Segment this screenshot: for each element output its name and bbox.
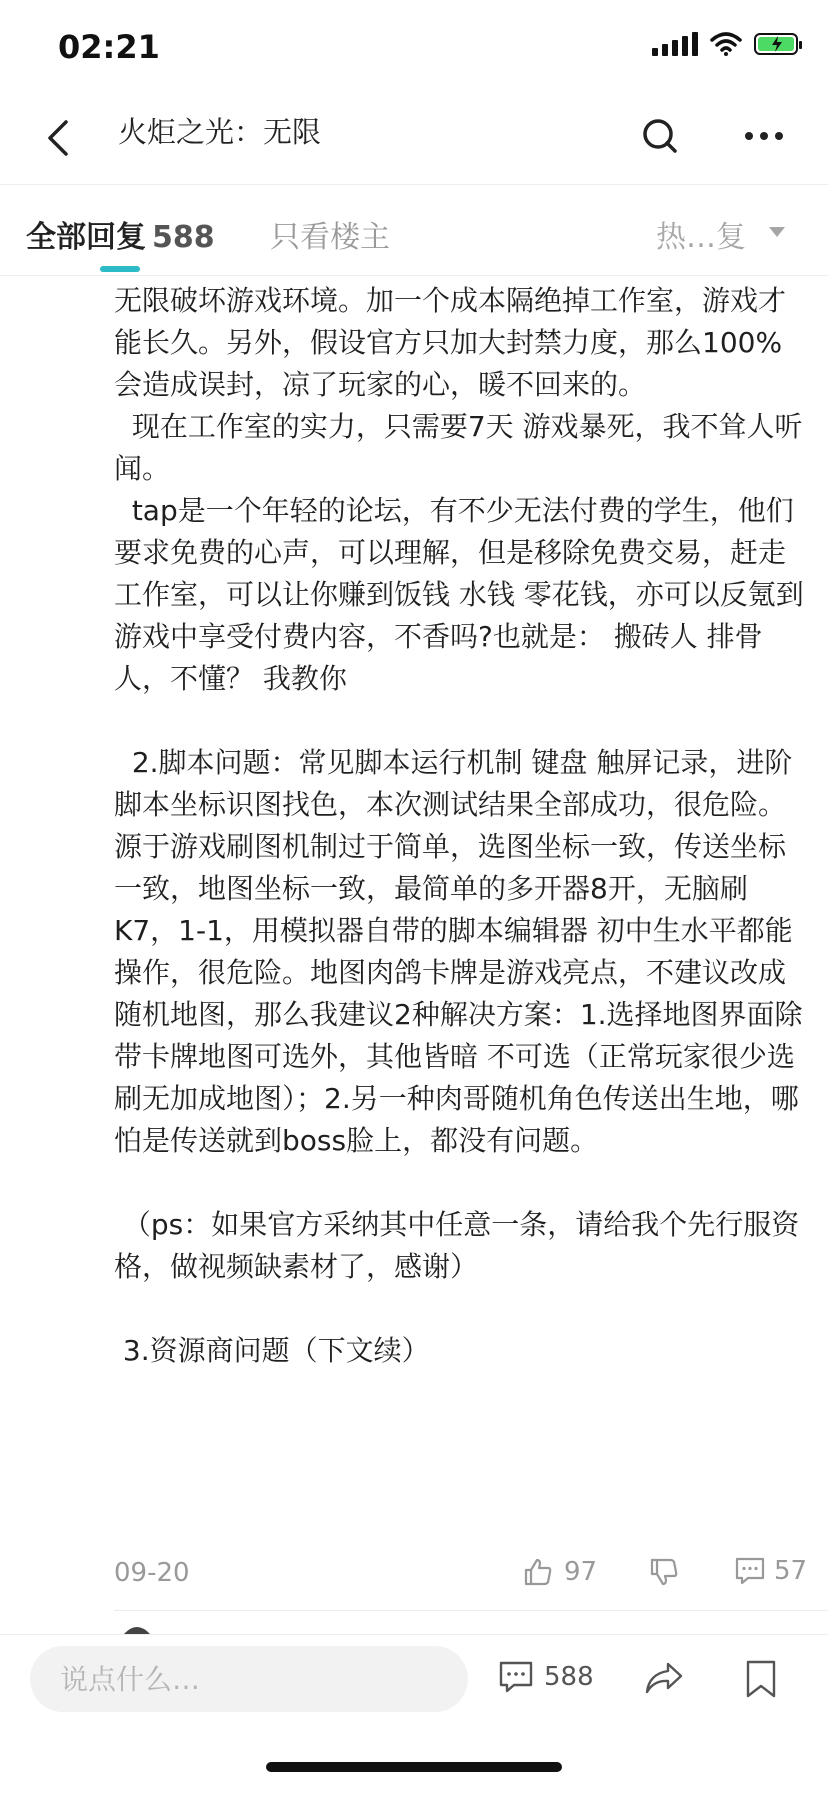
like-count: 97 [564, 1557, 598, 1587]
post-paragraph: 现在工作室的实力，只需要7天 游戏暴死，我不耸人听闻。 [114, 410, 803, 485]
avatar [122, 1624, 152, 1634]
reply-count: 588 [152, 220, 215, 255]
caret-down-icon[interactable] [768, 226, 786, 238]
status-icons [652, 32, 798, 56]
comment-count: 57 [774, 1556, 808, 1586]
tab-op-only[interactable]: 只看楼主 [270, 220, 390, 255]
post-paragraph: 3.资源商问题（下文续） [114, 1334, 430, 1367]
more-options-icon[interactable] [744, 126, 784, 146]
comment-button[interactable] [734, 1556, 807, 1586]
post-date: 09-20 [114, 1558, 190, 1588]
like-button[interactable] [522, 1556, 597, 1588]
comment-icon [498, 1660, 534, 1694]
back-arrow-icon[interactable] [40, 118, 80, 158]
tab-all-replies-label: 全部回复 [26, 220, 146, 255]
post-paragraph: 2.脚本问题：常见脚本运行机制 键盘 触屏记录，进阶脚本坐标识图找色，本次测试结果全部成功，很危险。源于游戏刷图机制过于简单，选图坐标一致，传送坐标一致，地图坐标一致，最简单的多开器8开，无脑刷K7，1-1，用模拟器自带的脚本编辑器 初中生水平都能操作，很危险。地图肉鸽卡牌是游戏亮点，不建议改成随机地图，那么我建议2种解决方案：1.选择地图界面除带卡牌地图可选外，其他皆暗 不可选（正常玩家很少选刷无加成地图）；2.另一种肉哥随机角色传送出生地，哪怕是传送就到boss脸上，都没有问题。 [114, 746, 803, 1157]
share-icon[interactable] [644, 1660, 684, 1696]
thumbs-down-icon[interactable] [648, 1556, 680, 1588]
sort-dropdown[interactable]: 热…复 [656, 220, 746, 255]
tab-all-replies[interactable] [26, 212, 215, 256]
active-tab-indicator [100, 266, 140, 272]
post-paragraph: 无限破坏游戏环境。加一个成本隔绝掉工作室，游戏才能长久。另外，假设官方只加大封禁力度，那么100%会造成误封，凉了玩家的心，暖不回来的。 [114, 284, 787, 401]
post-content [114, 280, 804, 1372]
page-title: 火炬之光：无限 [118, 115, 322, 149]
cellular-signal-icon [652, 32, 698, 56]
status-time: 02:21 [58, 28, 160, 66]
comment-input[interactable] [30, 1646, 468, 1712]
comment-icon [734, 1556, 766, 1586]
post-divider [114, 1610, 828, 1611]
post-paragraph: （ps：如果官方采纳其中任意一条，请给我个先行服资格，做视频缺素材了，感谢） [114, 1208, 800, 1283]
view-comments-button[interactable] [498, 1660, 594, 1694]
bookmark-icon[interactable] [744, 1660, 778, 1698]
search-icon[interactable] [640, 116, 680, 156]
wifi-icon [710, 32, 742, 56]
home-indicator [266, 1762, 562, 1772]
bottom-comment-count: 588 [544, 1662, 594, 1692]
thumbs-up-icon [522, 1556, 554, 1588]
post-paragraph: tap是一个年轻的论坛，有不少无法付费的学生，他们要求免费的心声，可以理解，但是移除免费交易，赶走工作室，可以让你赚到饭钱 水钱 零花钱，亦可以反氪到游戏中享受付费内容，不香吗?也就是： 搬砖人 排骨人，不懂？ 我教你 [114, 494, 804, 695]
battery-icon [754, 33, 798, 55]
